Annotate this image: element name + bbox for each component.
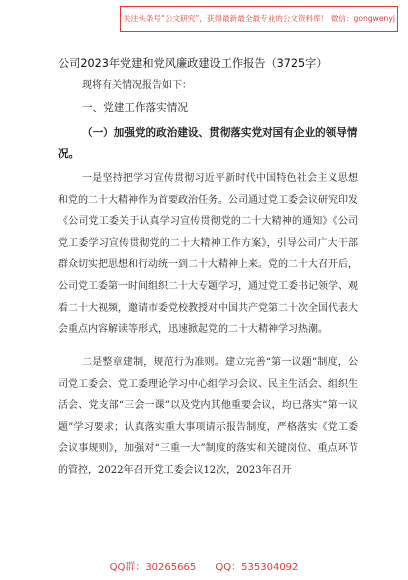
- promo-banner: [120, 6, 398, 32]
- paragraph-2: 二是整章建制，规范行为准则。建立完善“第一议题”制度，公司党工委会、党工委理论学习中心组学习会议、民主生活会、组织生活会、党支部“三会一课”以及党内其他重要会议，均已落实“第一议题”学习要求；认真落实重大事项请示报告制度，严格落实《党工委会议事规则》，加强对“三重一大”制度的落实和关键岗位、重点环节的管控，2022年召开党工委会议12次，2023年召开: [58, 357, 358, 476]
- paragraph-1: 一是坚持把学习宣传贯彻习近平新时代中国特色社会主义思想和党的二十大精神作为首要政治任务。公司通过党工委会议研究印发《公司党工委关于认真学习宣传贯彻党的二十大精神的通知》《公司党工委学习宣传贯彻党的二十大精神工作方案》，引导公司广大干部群众切实把思想和行动统一到二十大精神上来。党的二十大召开后，公司党工委第一时间组织二十大专题学习，通过党工委书记领学、观看二十大视频，邀请市委党校教授对中国共产党第二十次全国代表大会重点内容解读等形式，迅速掀起党的二十大精神学习热潮。: [58, 173, 358, 336]
- document-title: 公司2023年党建和党风廉政建设工作报告（3725字）: [58, 57, 328, 70]
- section-heading: 一、党建工作落实情况: [82, 102, 188, 114]
- sub-heading: [58, 123, 358, 165]
- promo-banner-text: 关注头条号“公文研究”，获得最新最全最专业的公文资料库！ 微信：gongwenyj: [123, 14, 395, 23]
- sub-heading-text: （一）加强党的政治建设、贯彻落实党对国有企业的领导情况。: [58, 127, 358, 160]
- footer-qq: QQ：535304092: [215, 562, 299, 573]
- footer-contact: [0, 558, 408, 573]
- intro-line: 现将有关情况报告如下：: [82, 80, 192, 91]
- footer-qq-group: QQ群：30265665: [109, 562, 197, 573]
